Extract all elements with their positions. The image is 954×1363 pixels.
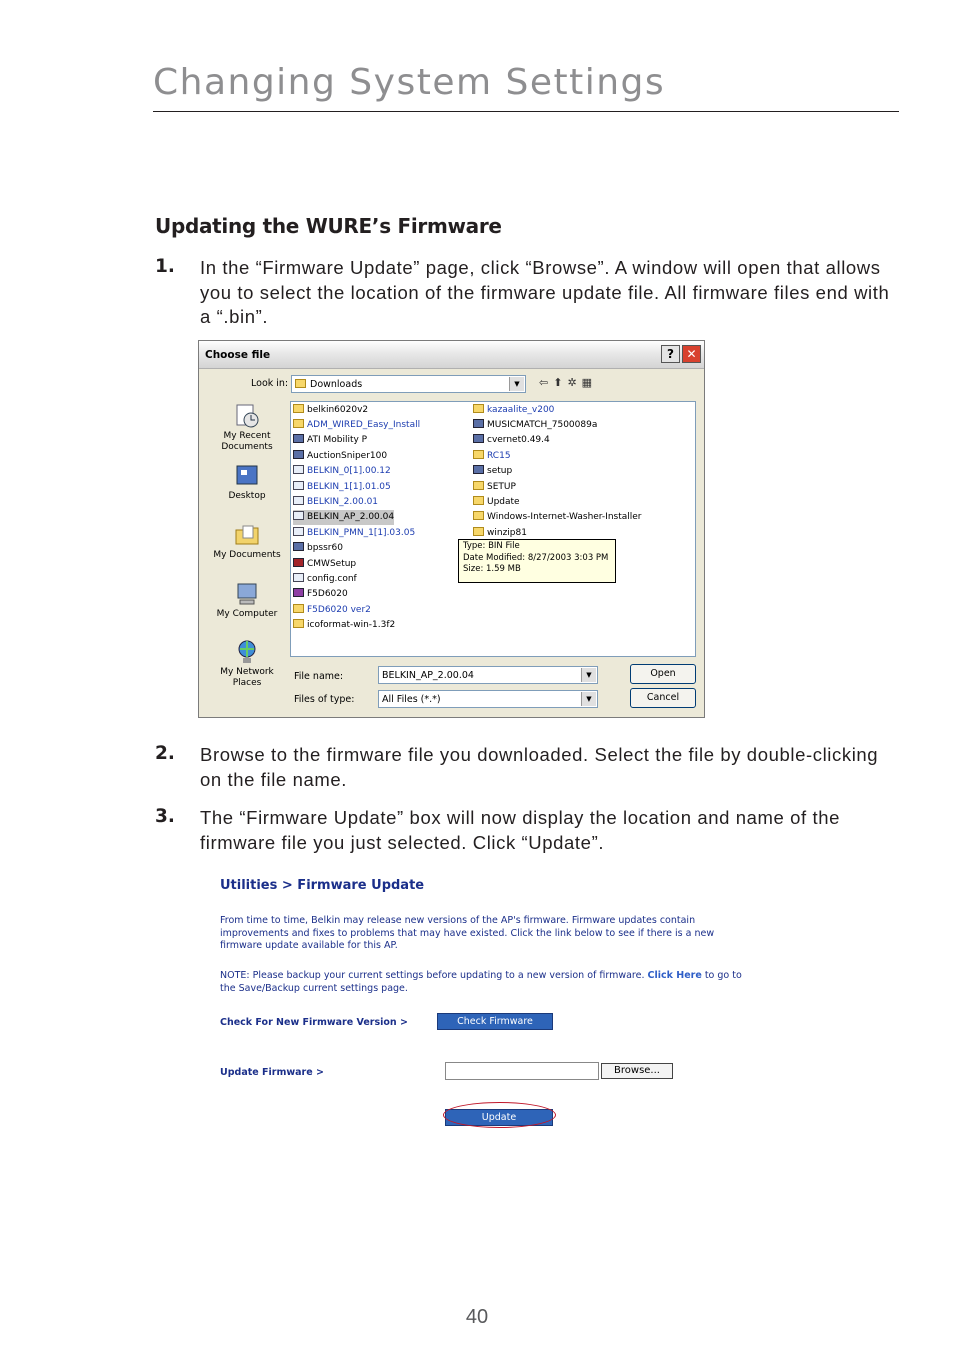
place-desktop[interactable] — [207, 463, 287, 502]
list-item-selected[interactable]: BELKIN_AP_2.00.04 — [293, 510, 394, 525]
place-label: My Computer — [216, 609, 278, 619]
folder-icon — [473, 450, 484, 459]
close-button[interactable]: ✕ — [682, 345, 701, 363]
list-item[interactable]: BELKIN_PMN_1[1].03.05 — [293, 526, 415, 541]
application-icon — [293, 434, 304, 443]
folder-icon — [473, 481, 484, 490]
folder-icon — [473, 496, 484, 505]
application-icon — [473, 465, 484, 474]
toolbar-icons — [539, 376, 597, 389]
firmware-note — [220, 970, 750, 995]
place-my-network[interactable] — [207, 639, 287, 689]
file-type-select[interactable] — [378, 690, 598, 708]
highlight-circle — [443, 1102, 556, 1128]
file-list[interactable] — [290, 401, 696, 657]
page-number: 40 — [465, 1306, 489, 1328]
application-icon — [293, 542, 304, 551]
package-icon — [293, 558, 304, 567]
step-text: In the “Firmware Update” page, click “Browse”. A window will open that allows you to select the location of the firmware update file. All firmware files end with a “.bin”. — [200, 257, 890, 327]
check-firmware-label: Check For New Firmware Version > — [220, 1017, 408, 1028]
network-places-icon — [234, 639, 260, 665]
note-text-end: to go to the Save/Backup current settings page. — [220, 970, 742, 994]
file-name-input[interactable] — [378, 666, 598, 684]
file-name-value: BELKIN_AP_2.00.04 — [382, 670, 474, 681]
list-item[interactable]: winzip81 — [473, 526, 527, 541]
file-icon — [293, 573, 304, 582]
help-button[interactable]: ? — [661, 345, 680, 363]
application-icon — [473, 434, 484, 443]
list-item[interactable]: F5D6020 — [293, 587, 348, 602]
dialog-title: Choose file — [205, 349, 271, 361]
chevron-down-icon[interactable]: ▼ — [509, 377, 524, 391]
tooltip-type: Type: BIN File — [463, 541, 520, 551]
folder-icon — [293, 404, 304, 413]
update-button[interactable]: Update — [445, 1109, 553, 1126]
folder-icon — [293, 604, 304, 613]
list-item[interactable]: icoformat-win-1.3f2 — [293, 618, 395, 633]
bin-file-icon — [293, 481, 304, 490]
list-item[interactable]: BELKIN_1[1].01.05 — [293, 480, 391, 495]
place-label: My Network Places — [220, 667, 274, 688]
list-item[interactable]: RC15 — [473, 449, 511, 464]
page-title: Changing System Settings — [153, 62, 666, 103]
step-text: The “Firmware Update” box will now display the location and name of the firmware file you just selected. Click “Update”. — [200, 807, 841, 853]
dialog-titlebar — [199, 341, 704, 369]
place-label: Desktop — [228, 491, 266, 501]
back-icon[interactable]: ⇦ — [539, 376, 554, 389]
list-item[interactable]: setup — [473, 464, 512, 479]
list-item[interactable]: ATI Mobility P — [293, 433, 367, 448]
step-number: 3. — [155, 806, 175, 827]
list-item[interactable]: Update — [473, 495, 520, 510]
folder-icon — [473, 511, 484, 520]
list-item[interactable]: ADM_WIRED_Easy_Install — [293, 418, 420, 433]
folder-icon — [295, 379, 306, 388]
place-recent[interactable] — [207, 403, 287, 453]
up-folder-icon[interactable]: ⬆ — [553, 376, 568, 389]
update-firmware-label: Update Firmware > — [220, 1067, 324, 1078]
file-info-tooltip — [458, 539, 616, 583]
look-in-select[interactable] — [291, 375, 526, 393]
desktop-icon — [234, 463, 260, 489]
bin-file-icon — [293, 496, 304, 505]
my-documents-icon — [234, 522, 260, 548]
list-item[interactable]: belkin6020v2 — [293, 403, 368, 418]
file-type-label: Files of type: — [294, 694, 355, 705]
place-label: My Recent Documents — [221, 431, 273, 452]
cancel-button[interactable]: Cancel — [630, 688, 696, 708]
list-item[interactable]: CMWSetup — [293, 557, 356, 572]
bin-file-icon — [293, 465, 304, 474]
place-my-computer[interactable] — [207, 581, 287, 620]
view-menu-icon[interactable]: ▦ — [581, 376, 598, 389]
list-item[interactable]: F5D6020 ver2 — [293, 603, 371, 618]
step-number: 2. — [155, 743, 175, 764]
choose-file-dialog — [198, 340, 705, 718]
tooltip-modified: Date Modified: 8/27/2003 3:03 PM — [463, 552, 609, 563]
browse-button[interactable]: Browse... — [601, 1063, 673, 1079]
new-folder-icon[interactable]: ✲ — [567, 376, 582, 389]
list-item[interactable]: AuctionSniper100 — [293, 449, 387, 464]
firmware-intro-text: From time to time, Belkin may release new versions of the AP's firmware. Firmware updates contain improvements and fixes to problems that may have existed. Click the link below to see if there is a new firmware update available for this AP. — [220, 915, 715, 952]
step-number: 1. — [155, 256, 175, 277]
click-here-link[interactable]: Click Here — [647, 970, 702, 981]
folder-icon — [293, 419, 304, 428]
file-type-value: All Files (*.*) — [382, 694, 441, 705]
list-item[interactable]: cvernet0.49.4 — [473, 433, 550, 448]
chevron-down-icon[interactable]: ▼ — [581, 668, 596, 682]
check-firmware-button[interactable]: Check Firmware — [437, 1013, 553, 1030]
list-item[interactable]: bpssr60 — [293, 541, 343, 556]
application-icon — [473, 419, 484, 428]
recent-documents-icon — [234, 403, 260, 429]
my-computer-icon — [234, 581, 260, 607]
place-my-documents[interactable] — [207, 522, 287, 561]
chevron-down-icon[interactable]: ▼ — [581, 692, 596, 706]
list-item[interactable]: BELKIN_0[1].00.12 — [293, 464, 391, 479]
application-icon — [293, 450, 304, 459]
folder-icon — [293, 619, 304, 628]
list-item[interactable]: SETUP — [473, 480, 516, 495]
firmware-update-panel — [220, 878, 780, 1138]
open-button[interactable]: Open — [630, 664, 696, 684]
list-item[interactable]: MUSICMATCH_7500089a — [473, 418, 597, 433]
archive-icon — [293, 588, 304, 597]
look-in-text: Downloads — [310, 379, 363, 390]
section-heading: Updating the WURE’s Firmware — [155, 214, 502, 238]
file-name-label: File name: — [294, 671, 344, 682]
look-in-label: Look in: — [251, 378, 289, 389]
firmware-file-input[interactable] — [445, 1062, 599, 1080]
bin-file-icon — [293, 527, 304, 536]
note-text: NOTE: Please backup your current settings before updating to a new version of firmware. — [220, 970, 645, 981]
folder-icon — [473, 404, 484, 413]
place-label: My Documents — [213, 550, 281, 560]
title-divider — [153, 111, 899, 112]
list-item[interactable]: config.conf — [293, 572, 357, 587]
list-item[interactable]: kazaalite_v200 — [473, 403, 554, 418]
list-item[interactable]: BELKIN_2.00.01 — [293, 495, 378, 510]
list-item[interactable]: Windows-Internet-Washer-Installer — [473, 510, 642, 525]
bin-file-icon — [293, 511, 304, 520]
tooltip-size: Size: 1.59 MB — [463, 564, 521, 574]
firmware-panel-title: Utilities > Firmware Update — [220, 878, 425, 893]
step-text: Browse to the firmware file you downloaded. Select the file by double-clicking on the file name. — [200, 744, 879, 790]
look-in-value — [295, 379, 362, 390]
folder-icon — [473, 527, 484, 536]
